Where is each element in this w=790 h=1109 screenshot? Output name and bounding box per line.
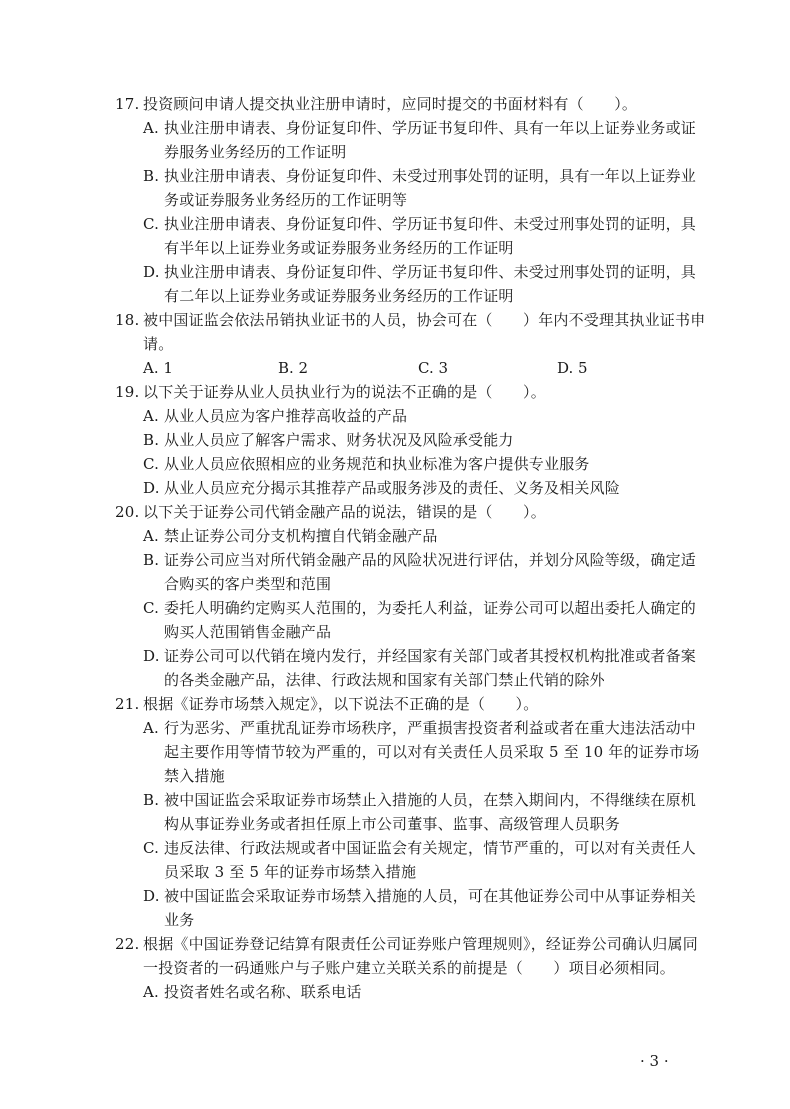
- option-b: B. 2: [278, 359, 309, 377]
- option-text: 证券公司可以代销在境内发行，并经国家有关部门或者其授权机构批准或者备案的各类金融产品，法律、行政法规和国家有关部门禁止代销的除外: [164, 647, 697, 689]
- option-a: [0, 980, 790, 1004]
- inline-options: [0, 356, 790, 380]
- option-label: B.: [143, 791, 160, 809]
- question-20: [0, 500, 790, 692]
- question-stem: [0, 92, 790, 116]
- option-label: A.: [143, 527, 160, 545]
- option-c: [0, 836, 790, 884]
- question-text: 根据《证券市场禁入规定》，以下说法不正确的是（ ）。: [143, 695, 539, 713]
- option-c: C. 3: [418, 359, 449, 377]
- option-text: 执业注册申请表、身份证复印件、学历证书复印件、未受过刑事处罚的证明，具有半年以上证券业务或证券服务业务经历的工作证明: [164, 215, 697, 257]
- option-text: 从业人员应为客户推荐高收益的产品: [164, 407, 408, 425]
- option-label: B.: [143, 551, 160, 569]
- option-a: [0, 404, 790, 428]
- question-text: 根据《中国证券登记结算有限责任公司证券账户管理规则》，经证券公司确认归属同一投资者的一码通账户与子账户建立关联关系的前提是（ ）项目必须相同。: [143, 935, 698, 977]
- question-22: [0, 932, 790, 1004]
- question-18: [0, 308, 790, 380]
- question-list: [0, 92, 790, 1004]
- question-text: 投资顾问申请人提交执业注册申请时，应同时提交的书面材料有（ ）。: [143, 95, 638, 113]
- option-text: 执业注册申请表、身份证复印件、未受过刑事处罚的证明，具有一年以上证券业务或证券服务业务经历的工作证明等: [164, 167, 697, 209]
- question-text: 以下关于证券公司代销金融产品的说法，错误的是（ ）。: [143, 503, 546, 521]
- option-text: 违反法律、行政法规或者中国证监会有关规定，情节严重的，可以对有关责任人员采取 3 至 5 年的证券市场禁入措施: [164, 839, 697, 881]
- option-label: A.: [143, 407, 160, 425]
- page-number: · 3 ·: [640, 1052, 669, 1070]
- option-d: [0, 260, 790, 308]
- option-text: 从业人员应了解客户需求、财务状况及风险承受能力: [164, 431, 514, 449]
- option-d: D. 5: [557, 359, 588, 377]
- option-label: A.: [143, 119, 160, 137]
- option-c: [0, 452, 790, 476]
- question-stem: [0, 308, 790, 356]
- option-label: D.: [143, 263, 160, 281]
- option-d: [0, 884, 790, 932]
- option-a: [0, 116, 790, 164]
- option-d: [0, 644, 790, 692]
- option-d: [0, 476, 790, 500]
- option-b: [0, 428, 790, 452]
- question-number: 22.: [115, 935, 140, 953]
- option-text: 证券公司应当对所代销金融产品的风险状况进行评估，并划分风险等级，确定适合购买的客户类型和范围: [164, 551, 697, 593]
- question-number: 20.: [115, 503, 140, 521]
- question-number: 21.: [115, 695, 140, 713]
- option-text: 执业注册申请表、身份证复印件、学历证书复印件、具有一年以上证券业务或证券服务业务经历的工作证明: [164, 119, 697, 161]
- question-text: 以下关于证券从业人员执业行为的说法不正确的是（ ）。: [143, 383, 546, 401]
- question-21: [0, 692, 790, 932]
- option-label: C.: [143, 839, 160, 857]
- option-text: 被中国证监会采取证券市场禁入措施的人员，可在其他证券公司中从事证券相关业务: [164, 887, 697, 929]
- option-label: B.: [143, 431, 160, 449]
- option-text: 投资者姓名或名称、联系电话: [164, 983, 362, 1001]
- option-text: 行为恶劣、严重扰乱证券市场秩序，严重损害投资者利益或者在重大违法活动中起主要作用等情节较为严重的，可以对有关责任人员采取 5 至 10 年的证券市场禁入措施: [164, 719, 700, 785]
- option-text: 从业人员应依照相应的业务规范和执业标准为客户提供专业服务: [164, 455, 590, 473]
- option-label: B.: [143, 167, 160, 185]
- question-number: 18.: [115, 311, 140, 329]
- question-text: 被中国证监会依法吊销执业证书的人员，协会可在（ ）年内不受理其执业证书申请。: [143, 311, 706, 353]
- question-stem: [0, 932, 790, 980]
- question-number: 19.: [115, 383, 140, 401]
- option-b: [0, 788, 790, 836]
- question-stem: [0, 692, 790, 716]
- option-label: A.: [143, 983, 160, 1001]
- option-text: 执业注册申请表、身份证复印件、学历证书复印件、未受过刑事处罚的证明，具有二年以上证券业务或证券服务业务经历的工作证明: [164, 263, 697, 305]
- option-text: 禁止证券公司分支机构擅自代销金融产品: [164, 527, 438, 545]
- option-a: A. 1: [143, 359, 173, 377]
- option-text: 从业人员应充分揭示其推荐产品或服务涉及的责任、义务及相关风险: [164, 479, 621, 497]
- option-label: D.: [143, 887, 160, 905]
- option-label: C.: [143, 599, 160, 617]
- option-text: 委托人明确约定购买人范围的，为委托人利益，证券公司可以超出委托人确定的购买人范围销售金融产品: [164, 599, 697, 641]
- option-label: D.: [143, 479, 160, 497]
- question-stem: [0, 500, 790, 524]
- option-label: C.: [143, 455, 160, 473]
- question-19: [0, 380, 790, 500]
- option-label: C.: [143, 215, 160, 233]
- option-b: [0, 548, 790, 596]
- option-c: [0, 212, 790, 260]
- question-stem: [0, 380, 790, 404]
- option-a: [0, 524, 790, 548]
- option-a: [0, 716, 790, 788]
- question-number: 17.: [115, 95, 140, 113]
- question-17: [0, 92, 790, 308]
- option-label: A.: [143, 719, 160, 737]
- option-label: D.: [143, 647, 160, 665]
- option-b: [0, 164, 790, 212]
- option-text: 被中国证监会采取证券市场禁止入措施的人员，在禁入期间内，不得继续在原机构从事证券业务或者担任原上市公司董事、监事、高级管理人员职务: [164, 791, 697, 833]
- option-c: [0, 596, 790, 644]
